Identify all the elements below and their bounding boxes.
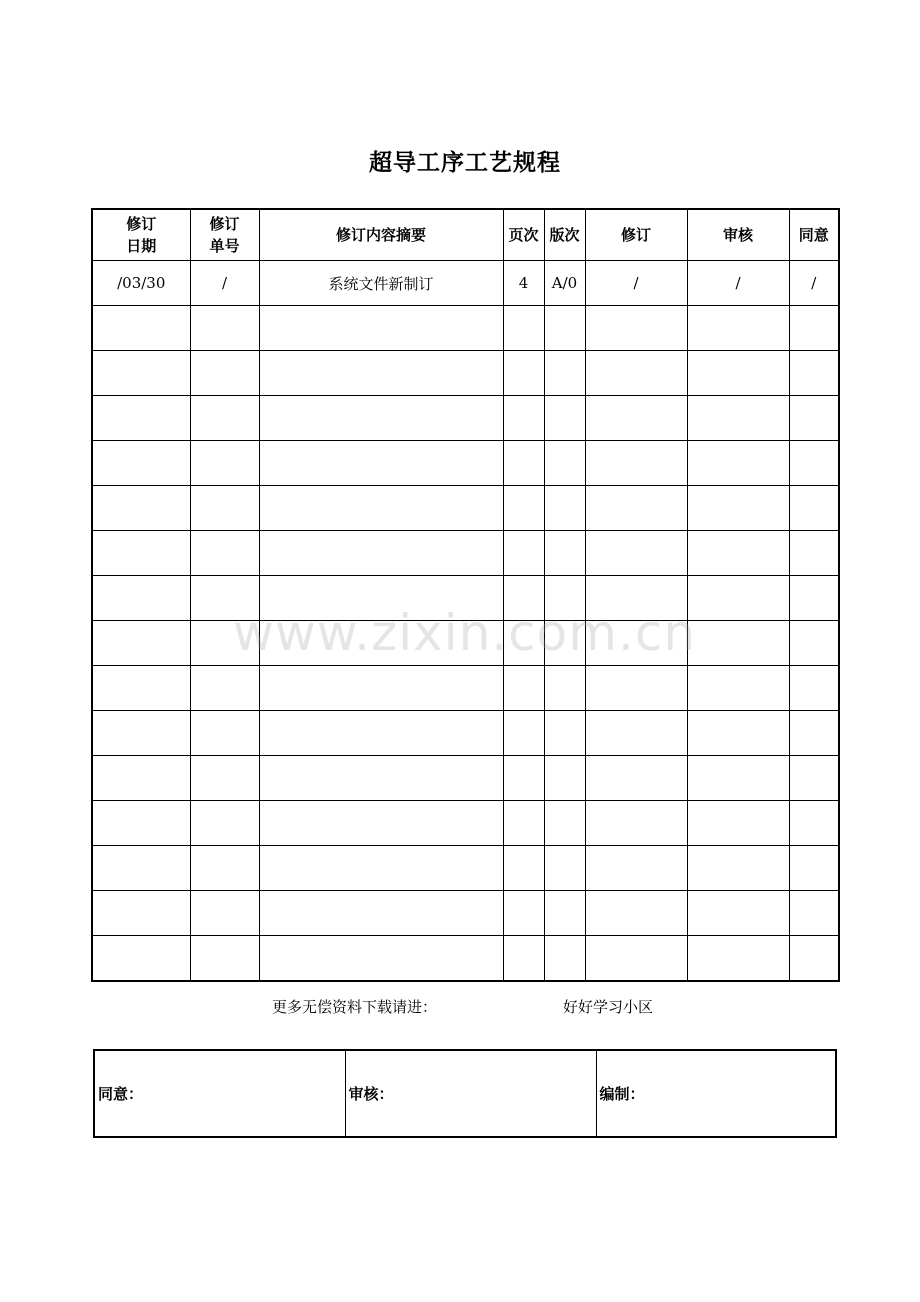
cell-page[interactable]	[503, 621, 544, 666]
cell-page[interactable]	[503, 351, 544, 396]
cell-version[interactable]	[544, 306, 585, 351]
cell-page[interactable]	[503, 666, 544, 711]
revision-table-body	[92, 261, 839, 982]
cell-version[interactable]	[544, 711, 585, 756]
cell-reviewed-by[interactable]: /	[687, 261, 789, 306]
cell-summary[interactable]	[259, 396, 503, 441]
cell-approved-by[interactable]	[789, 891, 839, 936]
cell-page[interactable]	[503, 936, 544, 982]
table-row	[92, 306, 839, 351]
table-row	[92, 486, 839, 531]
cell-date[interactable]	[92, 576, 190, 621]
cell-reviewed-by[interactable]	[687, 396, 789, 441]
cell-reviewed-by[interactable]	[687, 621, 789, 666]
cell-version[interactable]	[544, 891, 585, 936]
cell-summary[interactable]	[259, 666, 503, 711]
cell-approved-by[interactable]	[789, 666, 839, 711]
cell-date[interactable]	[92, 351, 190, 396]
cell-number[interactable]	[190, 621, 259, 666]
cell-revised-by[interactable]: /	[585, 261, 687, 306]
cell-reviewed-by[interactable]	[687, 756, 789, 801]
cell-page[interactable]	[503, 396, 544, 441]
cell-number[interactable]	[190, 846, 259, 891]
header-revision-date-line2: 日期	[126, 237, 157, 255]
cell-version[interactable]	[544, 621, 585, 666]
cell-version[interactable]	[544, 531, 585, 576]
cell-number[interactable]	[190, 756, 259, 801]
table-row	[92, 711, 839, 756]
cell-summary[interactable]	[259, 576, 503, 621]
cell-date[interactable]	[92, 666, 190, 711]
cell-revised-by[interactable]	[585, 891, 687, 936]
table-row	[92, 801, 839, 846]
table-row	[92, 531, 839, 576]
cell-page[interactable]	[503, 441, 544, 486]
table-row	[92, 441, 839, 486]
cell-number[interactable]	[190, 396, 259, 441]
cell-summary[interactable]	[259, 711, 503, 756]
cell-summary[interactable]	[259, 621, 503, 666]
cell-page[interactable]	[503, 576, 544, 621]
header-page: 页次	[503, 209, 544, 261]
cell-approved-by[interactable]	[789, 711, 839, 756]
cell-date[interactable]	[92, 711, 190, 756]
cell-date[interactable]	[92, 486, 190, 531]
cell-page[interactable]	[503, 846, 544, 891]
cell-version[interactable]	[544, 441, 585, 486]
table-row	[92, 261, 839, 306]
prepare-signature-cell[interactable]	[596, 1050, 836, 1137]
cell-revised-by[interactable]	[585, 621, 687, 666]
cell-approved-by[interactable]	[789, 756, 839, 801]
cell-reviewed-by[interactable]	[687, 441, 789, 486]
cell-summary[interactable]	[259, 846, 503, 891]
signature-table	[93, 1049, 837, 1138]
review-signature-cell[interactable]	[345, 1050, 596, 1137]
cell-date[interactable]	[92, 396, 190, 441]
cell-summary[interactable]	[259, 801, 503, 846]
cell-approved-by[interactable]	[789, 846, 839, 891]
revision-table-header-row	[92, 209, 839, 261]
watermark: www.zixin.com.cn	[233, 604, 697, 662]
cell-approved-by[interactable]	[789, 351, 839, 396]
cell-number[interactable]	[190, 801, 259, 846]
cell-reviewed-by[interactable]	[687, 846, 789, 891]
header-approved-by: 同意	[789, 209, 839, 261]
cell-version[interactable]	[544, 666, 585, 711]
cell-version[interactable]	[544, 486, 585, 531]
cell-date[interactable]	[92, 621, 190, 666]
cell-page[interactable]	[503, 711, 544, 756]
cell-revised-by[interactable]	[585, 756, 687, 801]
cell-page[interactable]: 4	[503, 261, 544, 306]
table-row	[92, 576, 839, 621]
cell-summary[interactable]	[259, 486, 503, 531]
community-name: 好好学习小区	[563, 998, 654, 1016]
cell-approved-by[interactable]	[789, 621, 839, 666]
table-row	[92, 846, 839, 891]
prepare-label: 编制：	[599, 1085, 645, 1103]
cell-reviewed-by[interactable]	[687, 666, 789, 711]
cell-version[interactable]	[544, 351, 585, 396]
cell-approved-by[interactable]: /	[789, 261, 839, 306]
cell-reviewed-by[interactable]	[687, 936, 789, 982]
cell-version[interactable]	[544, 936, 585, 982]
cell-date[interactable]: /03/30	[92, 261, 190, 306]
cell-revised-by[interactable]	[585, 351, 687, 396]
table-row	[92, 396, 839, 441]
cell-revised-by[interactable]	[585, 846, 687, 891]
cell-number[interactable]	[190, 441, 259, 486]
cell-number[interactable]: /	[190, 261, 259, 306]
cell-approved-by[interactable]	[789, 531, 839, 576]
cell-approved-by[interactable]	[789, 486, 839, 531]
header-reviewed-by: 审核	[687, 209, 789, 261]
cell-version[interactable]	[544, 756, 585, 801]
table-row	[92, 936, 839, 982]
table-row	[92, 891, 839, 936]
cell-page[interactable]	[503, 306, 544, 351]
cell-reviewed-by[interactable]	[687, 531, 789, 576]
cell-approved-by[interactable]	[789, 801, 839, 846]
table-row	[92, 621, 839, 666]
cell-date[interactable]	[92, 801, 190, 846]
cell-revised-by[interactable]	[585, 531, 687, 576]
cell-date[interactable]	[92, 936, 190, 982]
cell-approved-by[interactable]	[789, 441, 839, 486]
cell-revised-by[interactable]	[585, 666, 687, 711]
cell-date[interactable]	[92, 441, 190, 486]
cell-revised-by[interactable]	[585, 441, 687, 486]
cell-date[interactable]	[92, 306, 190, 351]
cell-date[interactable]	[92, 756, 190, 801]
header-revision-number	[190, 209, 259, 261]
cell-summary[interactable]	[259, 891, 503, 936]
cell-reviewed-by[interactable]	[687, 576, 789, 621]
cell-summary[interactable]	[259, 756, 503, 801]
cell-date[interactable]	[92, 891, 190, 936]
cell-revised-by[interactable]	[585, 306, 687, 351]
header-revision-date-line1: 修订	[126, 215, 157, 233]
cell-revised-by[interactable]	[585, 801, 687, 846]
cell-version[interactable]: A/0	[544, 261, 585, 306]
cell-number[interactable]	[190, 486, 259, 531]
header-revised-by: 修订	[585, 209, 687, 261]
cell-summary[interactable]	[259, 351, 503, 396]
cell-approved-by[interactable]	[789, 936, 839, 982]
revision-table	[91, 208, 840, 982]
cell-number[interactable]	[190, 711, 259, 756]
cell-page[interactable]	[503, 756, 544, 801]
cell-summary[interactable]	[259, 441, 503, 486]
cell-reviewed-by[interactable]	[687, 801, 789, 846]
cell-reviewed-by[interactable]	[687, 711, 789, 756]
cell-approved-by[interactable]	[789, 396, 839, 441]
cell-summary[interactable]	[259, 306, 503, 351]
cell-date[interactable]	[92, 531, 190, 576]
cell-revised-by[interactable]	[585, 576, 687, 621]
cell-number[interactable]	[190, 306, 259, 351]
header-revision-number-line2: 单号	[209, 237, 240, 255]
cell-summary[interactable]	[259, 531, 503, 576]
header-revision-number-line1: 修订	[209, 215, 240, 233]
header-revision-summary: 修订内容摘要	[259, 209, 503, 261]
cell-number[interactable]	[190, 666, 259, 711]
cell-number[interactable]	[190, 891, 259, 936]
cell-number[interactable]	[190, 936, 259, 982]
cell-approved-by[interactable]	[789, 576, 839, 621]
cell-reviewed-by[interactable]	[687, 306, 789, 351]
table-row	[92, 351, 839, 396]
cell-reviewed-by[interactable]	[687, 891, 789, 936]
cell-revised-by[interactable]	[585, 486, 687, 531]
cell-version[interactable]	[544, 396, 585, 441]
cell-approved-by[interactable]	[789, 306, 839, 351]
cell-number[interactable]	[190, 531, 259, 576]
cell-number[interactable]	[190, 351, 259, 396]
signature-row	[94, 1050, 836, 1137]
cell-reviewed-by[interactable]	[687, 351, 789, 396]
cell-page[interactable]	[503, 531, 544, 576]
header-revision-date	[92, 209, 190, 261]
cell-revised-by[interactable]	[585, 711, 687, 756]
cell-summary[interactable]: 系统文件新制订	[259, 261, 503, 306]
cell-revised-by[interactable]	[585, 936, 687, 982]
cell-version[interactable]	[544, 801, 585, 846]
cell-page[interactable]	[503, 891, 544, 936]
table-row	[92, 756, 839, 801]
approve-signature-cell[interactable]	[94, 1050, 345, 1137]
cell-page[interactable]	[503, 801, 544, 846]
cell-page[interactable]	[503, 486, 544, 531]
review-label: 审核：	[348, 1085, 394, 1103]
download-note: 更多无偿资料下载请进：	[272, 998, 438, 1016]
approve-label: 同意：	[98, 1085, 144, 1103]
document-title: 超导工序工艺规程	[369, 149, 561, 176]
cell-revised-by[interactable]	[585, 396, 687, 441]
cell-summary[interactable]	[259, 936, 503, 982]
cell-version[interactable]	[544, 576, 585, 621]
cell-reviewed-by[interactable]	[687, 486, 789, 531]
cell-date[interactable]	[92, 846, 190, 891]
cell-number[interactable]	[190, 576, 259, 621]
header-version: 版次	[544, 209, 585, 261]
table-row	[92, 666, 839, 711]
cell-version[interactable]	[544, 846, 585, 891]
